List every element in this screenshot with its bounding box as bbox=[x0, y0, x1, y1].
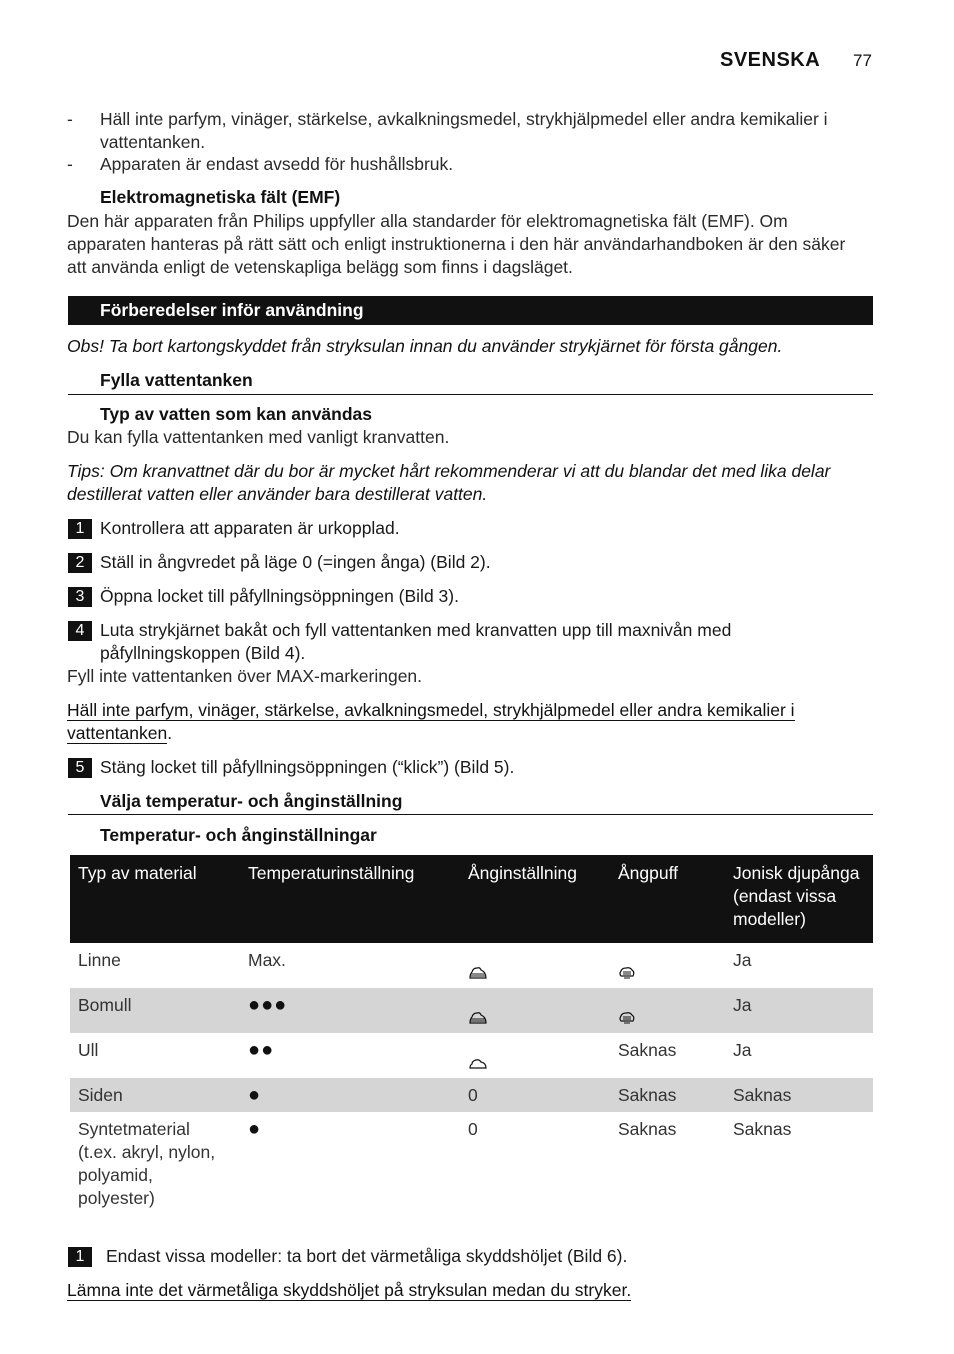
ionic-cell: Saknas bbox=[733, 1119, 792, 1139]
max-note: Fyll inte vattentanken över MAX-markeringen. bbox=[67, 666, 423, 686]
step-final bbox=[68, 1245, 627, 1268]
steam-cell bbox=[460, 1033, 610, 1078]
warning-line: vattentanken bbox=[67, 723, 168, 743]
material-line: polyamid, bbox=[78, 1165, 153, 1185]
emf-heading: Elektromagnetiska fält (EMF) bbox=[100, 187, 341, 207]
table-row bbox=[70, 1112, 873, 1212]
settings-table bbox=[70, 855, 873, 1212]
step-5 bbox=[68, 756, 514, 779]
temperature-cell: ● bbox=[248, 1118, 262, 1140]
steam-puff-icon bbox=[618, 963, 636, 986]
note-text: Obs! Ta bort kartongskyddet från stryksulan innan du använder strykjärnet för första gången. bbox=[67, 336, 783, 356]
temperature-cell: Max. bbox=[248, 950, 286, 970]
material-cell: Siden bbox=[70, 1078, 240, 1112]
bullet-item bbox=[100, 108, 880, 154]
column-header: Temperaturinställning bbox=[240, 855, 460, 943]
column-header: Ånginställning bbox=[460, 855, 610, 943]
water-text: Du kan fylla vattentanken med vanligt kranvatten. bbox=[67, 427, 450, 447]
material-line: polyester) bbox=[78, 1188, 155, 1208]
header-line: Jonisk djupånga bbox=[733, 863, 860, 883]
step-text: Endast vissa modeller: ta bort det värmetåliga skyddshöljet (Bild 6). bbox=[106, 1246, 628, 1266]
column-header: Typ av material bbox=[70, 855, 240, 943]
step-number: 1 bbox=[68, 519, 92, 539]
step-text: Stäng locket till påfyllningsöppningen (“klick”) (Bild 5). bbox=[100, 757, 515, 777]
step-4 bbox=[68, 619, 731, 665]
material-cell bbox=[70, 1112, 240, 1212]
steam-high-icon bbox=[468, 963, 488, 986]
language-label: SVENSKA bbox=[720, 49, 821, 71]
puff-cell: Saknas bbox=[618, 1119, 677, 1139]
warning-line: Lämna inte det värmetåliga skyddshöljet på stryksulan medan du stryker. bbox=[67, 1280, 632, 1300]
step-text-line: påfyllningskoppen (Bild 4). bbox=[100, 643, 306, 663]
step-1 bbox=[68, 517, 400, 540]
warning-text bbox=[67, 699, 867, 745]
temp-heading: Välja temperatur- och ånginställning bbox=[100, 791, 403, 811]
column-header bbox=[725, 855, 873, 943]
step-number: 1 bbox=[68, 1247, 92, 1267]
bullet-text-line: vattentanken. bbox=[100, 132, 206, 152]
material-cell: Linne bbox=[78, 950, 121, 970]
material-line: Syntetmaterial bbox=[78, 1119, 190, 1139]
emf-paragraph bbox=[67, 210, 887, 279]
material-cell: Bomull bbox=[70, 988, 240, 1033]
warning-line: Häll inte parfym, vinäger, stärkelse, avkalkningsmedel, strykhjälpmedel eller andra kemikalier i bbox=[67, 700, 795, 720]
table-row bbox=[70, 1033, 873, 1078]
warning-text bbox=[67, 1279, 631, 1302]
water-heading: Typ av vatten som kan användas bbox=[100, 404, 373, 424]
step-text: Ställ in ångvredet på läge 0 (=ingen ånga) (Bild 2). bbox=[100, 552, 491, 572]
steam-cell: 0 bbox=[468, 1119, 478, 1139]
step-text: Kontrollera att apparaten är urkopplad. bbox=[100, 518, 400, 538]
puff-cell: Saknas bbox=[610, 1078, 725, 1112]
puff-cell: Saknas bbox=[618, 1040, 677, 1060]
material-cell: Ull bbox=[78, 1040, 99, 1060]
steam-puff-icon bbox=[618, 1008, 636, 1031]
table-header-row bbox=[70, 855, 873, 943]
step-text-line: Luta strykjärnet bakåt och fyll vattentanken med kranvatten upp till maxnivån med bbox=[100, 620, 732, 640]
puff-cell bbox=[610, 988, 725, 1033]
warning-end: . bbox=[167, 723, 173, 743]
column-header: Ångpuff bbox=[610, 855, 725, 943]
table-row bbox=[70, 988, 873, 1033]
settings-heading: Temperatur- och ånginställningar bbox=[100, 825, 377, 845]
fill-heading: Fylla vattentanken bbox=[100, 370, 253, 390]
ionic-cell: Ja bbox=[733, 1040, 752, 1060]
tips-line: destillerat vatten eller använder bara destillerat vatten. bbox=[67, 484, 488, 504]
step-3 bbox=[68, 585, 459, 608]
step-2 bbox=[68, 551, 491, 574]
bullet-item: Apparaten är endast avsedd för hushållsbruk. bbox=[100, 154, 454, 174]
bullet-dash: - bbox=[67, 109, 73, 129]
material-line: (t.ex. akryl, nylon, bbox=[78, 1142, 216, 1162]
temperature-cell: ●●● bbox=[240, 988, 460, 1033]
step-number: 2 bbox=[68, 553, 92, 573]
temperature-cell: ● bbox=[240, 1078, 460, 1112]
step-text bbox=[100, 619, 731, 665]
ionic-cell: Ja bbox=[733, 950, 752, 970]
table-row bbox=[70, 943, 873, 988]
step-number: 4 bbox=[68, 621, 92, 641]
header-line: modeller) bbox=[733, 909, 806, 929]
ionic-cell: Ja bbox=[725, 988, 873, 1033]
steam-cell bbox=[460, 988, 610, 1033]
bullet-text-line: Häll inte parfym, vinäger, stärkelse, avkalkningsmedel, strykhjälpmedel eller andra kemikalier i bbox=[100, 109, 828, 129]
steam-high-icon bbox=[468, 1008, 488, 1031]
step-number: 5 bbox=[68, 758, 92, 778]
table-row bbox=[70, 1078, 873, 1112]
step-text: Öppna locket till påfyllningsöppningen (Bild 3). bbox=[100, 586, 459, 606]
steam-low-icon bbox=[468, 1053, 488, 1076]
tips-line: Tips: Om kranvattnet där du bor är mycket hårt rekommenderar vi att du blandar det med lika delar bbox=[67, 461, 831, 481]
step-number: 3 bbox=[68, 587, 92, 607]
page-number: 77 bbox=[853, 51, 872, 70]
steam-cell: 0 bbox=[460, 1078, 610, 1112]
emf-line: att använda enligt de vetenskapliga belägg som finns i dagsläget. bbox=[67, 257, 573, 277]
tips-text bbox=[67, 460, 830, 506]
ionic-cell: Saknas bbox=[725, 1078, 873, 1112]
section-heading-bar: Förberedelser inför användning bbox=[68, 296, 873, 325]
header-line: (endast vissa bbox=[733, 886, 837, 906]
bullet-dash: - bbox=[67, 154, 73, 174]
emf-line: Den här apparaten från Philips uppfyller alla standarder för elektromagnetiska fält (EMF). Om bbox=[67, 211, 788, 231]
steam-cell bbox=[460, 943, 610, 988]
puff-cell bbox=[610, 943, 725, 988]
emf-line: apparaten hanteras på rätt sätt och enligt instruktionerna i den här användarhandboken är den säker bbox=[67, 234, 846, 254]
temperature-cell: ●● bbox=[248, 1039, 275, 1061]
